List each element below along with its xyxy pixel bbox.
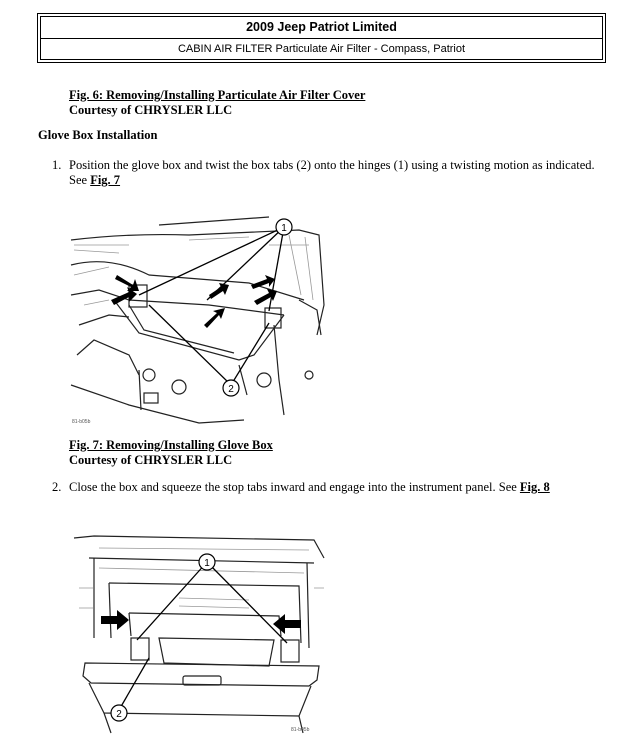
step-1-see-prefix: See [69, 173, 91, 187]
fig7-caption: Fig. 7: Removing/Installing Glove Box [69, 438, 273, 452]
step-2-text: Close the box and squeeze the stop tabs inward and engage into the instrument panel. See [69, 480, 520, 494]
fig6-courtesy: Courtesy of CHRYSLER LLC [69, 103, 233, 117]
step-1-number: 1. [52, 158, 62, 172]
header-subtitle: CABIN AIR FILTER Particulate Air Filter - Compass, Patriot [177, 43, 466, 55]
section-title: Glove Box Installation [38, 128, 158, 142]
step-2-see [69, 480, 550, 495]
fig-8-link[interactable]: Fig. 8 [519, 480, 550, 494]
fig7-courtesy: Courtesy of CHRYSLER LLC [69, 453, 233, 467]
fig-7-link[interactable]: Fig. 7 [90, 173, 121, 187]
page-header [37, 13, 606, 63]
fig8-code: 81-b05b [291, 727, 310, 733]
step-1-see [69, 173, 120, 188]
fig7-drawing [69, 205, 329, 430]
fig8-illustration [69, 528, 331, 738]
fig7-illustration [69, 205, 329, 430]
step-1-text: Position the glove box and twist the box tabs (2) onto the hinges (1) using a twisting motion as indicated. [69, 158, 595, 172]
fig8-callout-2-label: 2 [116, 709, 122, 720]
fig7-code: 81-b05b [72, 419, 91, 425]
fig6-caption: Fig. 6: Removing/Installing Particulate Air Filter Cover [69, 88, 366, 102]
header-title: 2009 Jeep Patriot Limited [41, 17, 602, 39]
step-2-number: 2. [52, 480, 62, 494]
fig7-callout-2-label: 2 [228, 384, 234, 395]
fig8-callout-1-label: 1 [204, 558, 210, 569]
page-header-frame [40, 16, 603, 60]
fig7-callout-1-label: 1 [281, 223, 287, 234]
fig8-drawing [69, 528, 331, 738]
